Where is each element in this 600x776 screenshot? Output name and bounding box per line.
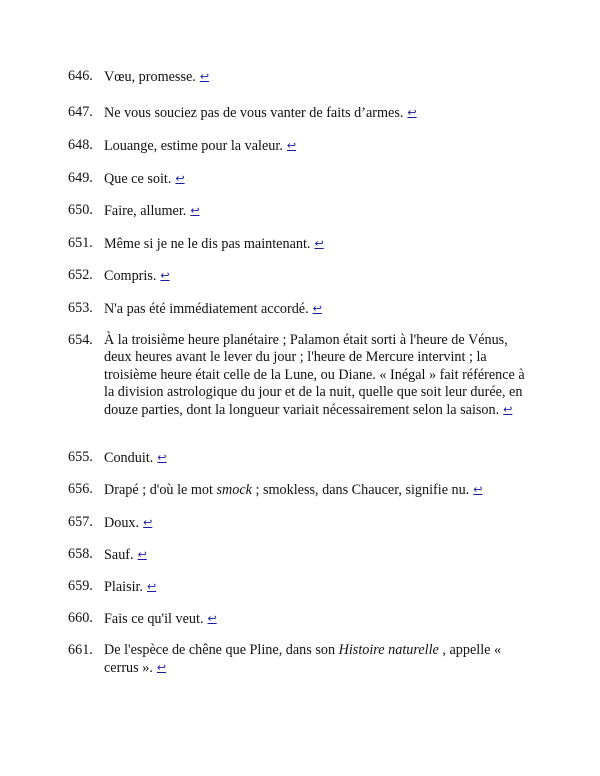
return-arrow-icon[interactable]: ↩ bbox=[286, 139, 297, 152]
footnote-657 bbox=[68, 514, 530, 532]
footnote-number: 656. bbox=[68, 481, 93, 497]
footnote-number: 646. bbox=[68, 68, 93, 84]
footnote-658 bbox=[68, 546, 530, 564]
footnote-number: 654. bbox=[68, 332, 93, 348]
footnote-number: 650. bbox=[68, 202, 93, 218]
footnote-647 bbox=[68, 104, 530, 122]
return-arrow-icon[interactable]: ↩ bbox=[503, 403, 513, 417]
footnote-659 bbox=[68, 578, 530, 596]
footnote-655 bbox=[68, 449, 530, 467]
footnote-text: Ne vous souciez pas de vous vanter de faits d’armes. ↩ bbox=[104, 105, 417, 121]
return-arrow-icon[interactable]: ↩ bbox=[407, 106, 417, 119]
footnote-text: Compris. ↩ bbox=[104, 268, 170, 284]
footnote-text: Louange, estime pour la valeur. ↩ bbox=[104, 138, 297, 154]
footnote-number: 651. bbox=[68, 235, 93, 251]
footnote-text: Plaisir. ↩ bbox=[104, 579, 157, 595]
return-arrow-icon[interactable]: ↩ bbox=[190, 204, 200, 217]
footnote-text: Conduit. ↩ bbox=[104, 450, 167, 466]
return-arrow-icon[interactable]: ↩ bbox=[157, 451, 167, 464]
return-arrow-icon[interactable]: ↩ bbox=[199, 70, 210, 83]
return-arrow-icon[interactable]: ↩ bbox=[160, 269, 170, 282]
footnote-number: 647. bbox=[68, 104, 93, 120]
return-arrow-icon[interactable]: ↩ bbox=[143, 516, 153, 529]
footnote-number: 653. bbox=[68, 300, 93, 316]
return-arrow-icon[interactable]: ↩ bbox=[137, 548, 147, 561]
footnote-text: Que ce soit. ↩ bbox=[104, 171, 185, 187]
footnote-number: 659. bbox=[68, 578, 93, 594]
emphasized-term: smock bbox=[216, 482, 252, 498]
footnote-652 bbox=[68, 267, 530, 285]
footnote-text: De l'espèce de chêne que Pline, dans son Histoire naturelle , appelle « cerrus ». ↩ bbox=[104, 642, 502, 677]
footnote-number: 655. bbox=[68, 449, 93, 465]
footnote-number: 649. bbox=[68, 170, 93, 186]
return-arrow-icon[interactable]: ↩ bbox=[147, 580, 157, 593]
footnote-number: 648. bbox=[68, 137, 93, 153]
footnote-656 bbox=[68, 481, 530, 499]
footnote-text: Fais ce qu'il veut. ↩ bbox=[104, 611, 217, 627]
return-arrow-icon[interactable]: ↩ bbox=[314, 237, 324, 250]
footnote-653 bbox=[68, 300, 530, 318]
return-arrow-icon[interactable]: ↩ bbox=[156, 661, 167, 675]
footnote-646 bbox=[68, 68, 530, 86]
footnote-650 bbox=[68, 202, 530, 220]
footnote-number: 652. bbox=[68, 267, 93, 283]
footnote-text: Doux. ↩ bbox=[104, 515, 153, 531]
footnote-text: N'a pas été immédiatement accordé. ↩ bbox=[104, 301, 322, 317]
return-arrow-icon[interactable]: ↩ bbox=[175, 172, 185, 185]
footnote-text: Sauf. ↩ bbox=[104, 547, 147, 563]
footnote-660 bbox=[68, 610, 530, 628]
footnote-649 bbox=[68, 170, 530, 188]
footnote-number: 658. bbox=[68, 546, 93, 562]
footnote-text: Faire, allumer. ↩ bbox=[104, 203, 200, 219]
footnote-number: 661. bbox=[68, 642, 93, 658]
return-arrow-icon[interactable]: ↩ bbox=[473, 483, 483, 496]
return-arrow-icon[interactable]: ↩ bbox=[207, 612, 217, 625]
footnote-text: Vœu, promesse. ↩ bbox=[104, 69, 210, 85]
footnote-text: Même si je ne le dis pas maintenant. ↩ bbox=[104, 236, 324, 252]
footnote-number: 660. bbox=[68, 610, 93, 626]
emphasized-term: Histoire naturelle bbox=[338, 642, 439, 658]
footnote-text: Drapé ; d'où le mot smock ; smokless, dans Chaucer, signifie nu. ↩ bbox=[104, 482, 483, 498]
footnote-651 bbox=[68, 235, 530, 253]
footnote-654 bbox=[68, 332, 530, 419]
footnote-text: À la troisième heure planétaire ; Palamon était sorti à l'heure de Vénus, deux heures avant le lever du jour ; l'heure de Mercure intervint ; la troisième heure était celle de la Lune, ou Diane. « Inégal » fait référence à la division astrologique du jour et de la nuit, quelle que soit leur durée, en douze parties, dont la longueur variait nécessairement selon la saison. ↩ bbox=[104, 332, 525, 419]
footnote-number: 657. bbox=[68, 514, 93, 530]
return-arrow-icon[interactable]: ↩ bbox=[312, 302, 322, 315]
footnote-648 bbox=[68, 137, 530, 155]
footnote-661 bbox=[68, 642, 530, 678]
